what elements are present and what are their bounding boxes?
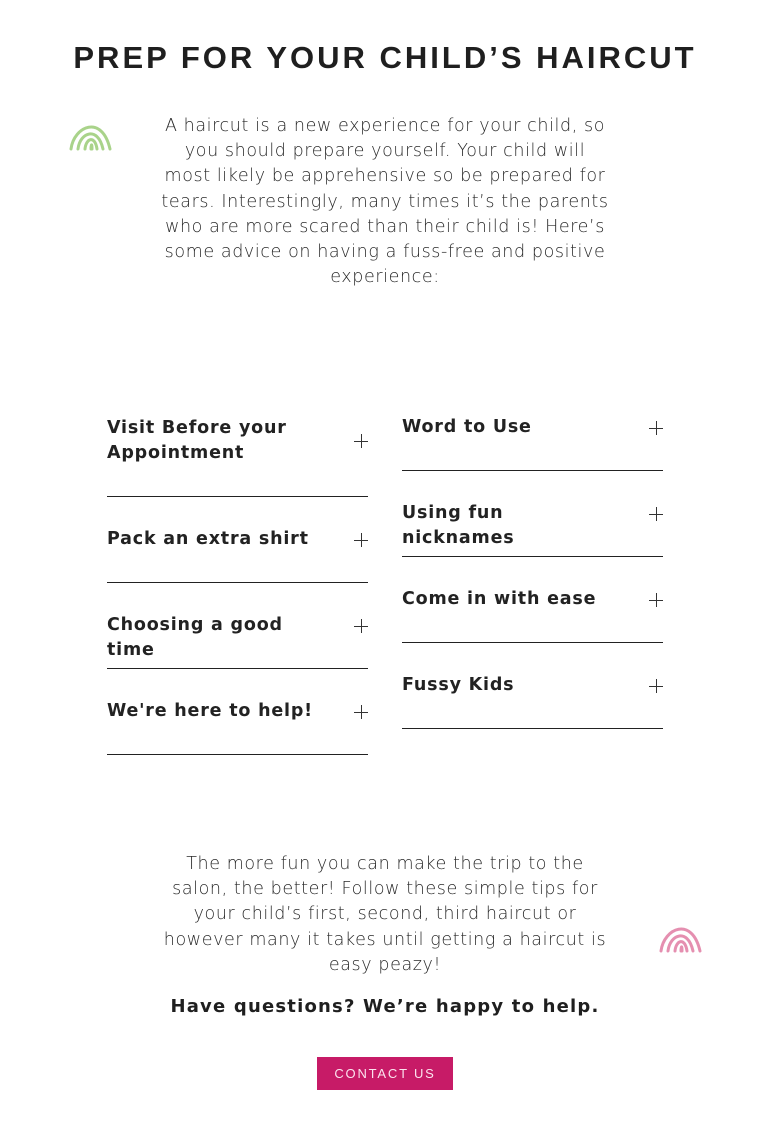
- accordion-label: Word to Use: [402, 417, 532, 437]
- cta-heading: Have questions? We’re happy to help.: [170, 996, 600, 1017]
- plus-icon[interactable]: [649, 593, 663, 607]
- accordion-item[interactable]: [402, 385, 663, 471]
- pink-rainbow-icon: [658, 918, 704, 954]
- accordion-right: [402, 385, 663, 729]
- accordion-item[interactable]: [107, 497, 368, 583]
- accordion-label: Fussy Kids: [402, 675, 515, 695]
- plus-icon[interactable]: [649, 679, 663, 693]
- accordion-item[interactable]: [107, 669, 368, 755]
- page-title: PREP FOR YOUR CHILD’S HAIRCUT: [73, 40, 697, 75]
- plus-icon[interactable]: [649, 507, 663, 521]
- accordion-label: We're here to help!: [107, 701, 313, 721]
- plus-icon[interactable]: [649, 421, 663, 435]
- plus-icon[interactable]: [354, 533, 368, 547]
- accordion-item[interactable]: [107, 410, 368, 497]
- plus-icon[interactable]: [354, 619, 368, 633]
- accordion-left: [107, 410, 368, 755]
- accordion-label: Visit Before your Appointment: [107, 418, 287, 463]
- plus-icon[interactable]: [354, 705, 368, 719]
- green-rainbow-icon: [68, 116, 114, 152]
- accordion-item[interactable]: [402, 557, 663, 643]
- accordion-item[interactable]: [402, 471, 663, 557]
- accordion-label: Choosing a good time: [107, 615, 283, 660]
- accordion-label: Using fun nicknames: [402, 503, 515, 548]
- intro-text: A haircut is a new experience for your child, so you should prepare yourself. Your child will most likely be apprehensive so be prepared for tears. Interestingly, many times it’s the parents who are more scared than their child is! Here’s some advice on having a fuss-free and positive experience:: [161, 116, 609, 288]
- accordion-label: Pack an extra shirt: [107, 529, 309, 549]
- contact-us-button[interactable]: CONTACT US: [317, 1057, 453, 1090]
- accordion-label: Come in with ease: [402, 589, 597, 609]
- accordion-item[interactable]: [402, 643, 663, 729]
- outro-text: The more fun you can make the trip to the salon, the better! Follow these simple tips for your child’s first, second, third haircut or however many it takes until getting a haircut is easy peazy!: [163, 854, 607, 975]
- plus-icon[interactable]: [354, 434, 368, 448]
- accordion-item[interactable]: [107, 583, 368, 669]
